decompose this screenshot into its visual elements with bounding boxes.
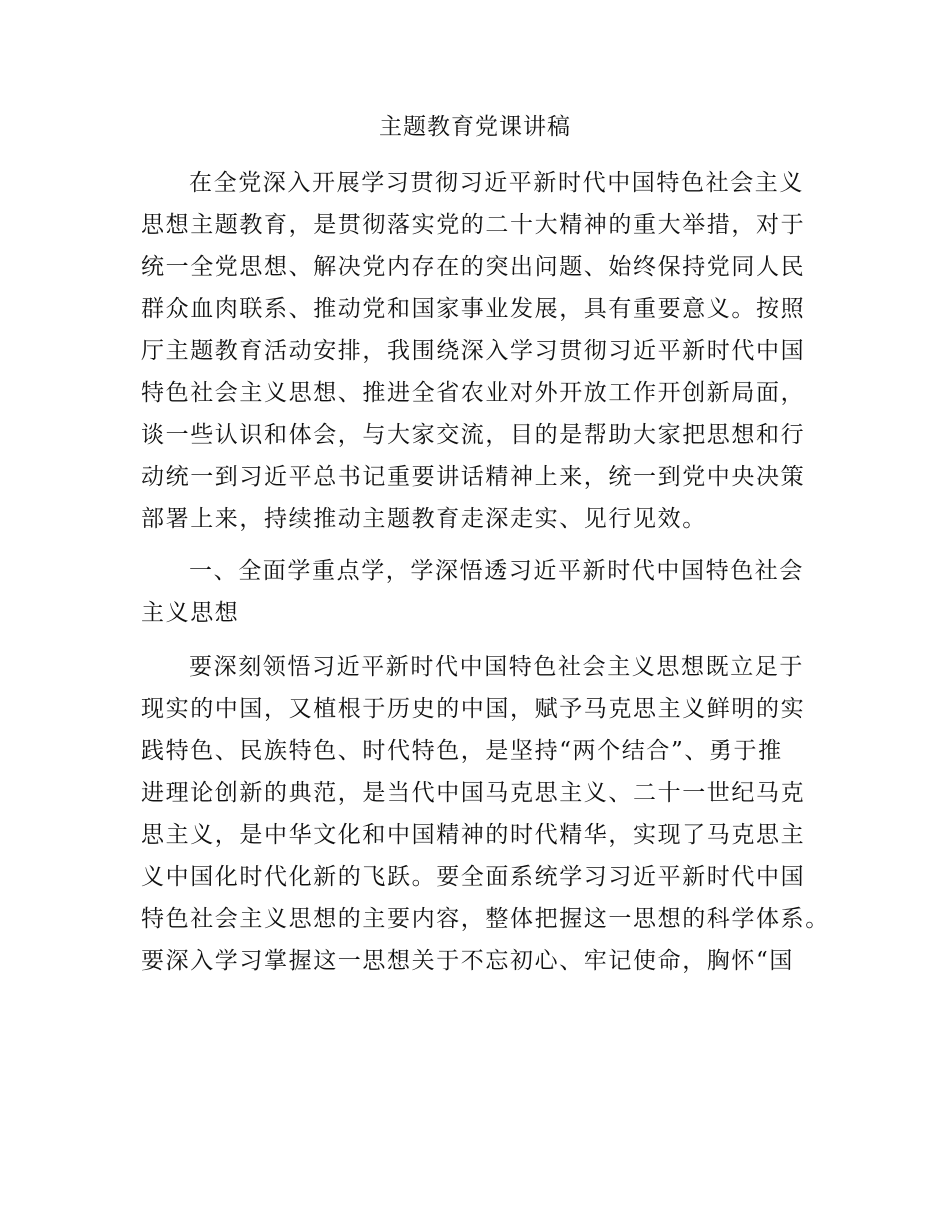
paragraph-line: 在全党深入开展学习贯彻习近平新时代中国特色社会主义 bbox=[189, 170, 804, 196]
document-title: 主题教育党课讲稿 bbox=[379, 114, 571, 140]
paragraph-line: 进理论创新的典范，是当代中国马克思主义、二十一世纪马克 bbox=[141, 780, 806, 806]
paragraph-line: 思想主题教育，是贯彻落实党的二十大精神的重大举措，对于 bbox=[141, 212, 806, 238]
section-heading-line: 主义思想 bbox=[141, 600, 240, 626]
section-heading-line: 一、全面学重点学，学深悟透习近平新时代中国特色社会 bbox=[189, 558, 804, 584]
paragraph-line: 要深刻领悟习近平新时代中国特色社会主义思想既立足于 bbox=[189, 654, 804, 680]
paragraph-line: 特色社会主义思想、推进全省农业对外开放工作开创新局面， bbox=[141, 380, 806, 406]
paragraph-line: 践特色、民族特色、时代特色，是坚持“两个结合”、勇于推 bbox=[141, 738, 783, 764]
paragraph-line: 现实的中国，又植根于历史的中国，赋予马克思主义鲜明的实 bbox=[141, 696, 806, 722]
paragraph-line: 动统一到习近平总书记重要讲话精神上来，统一到党中央决策 bbox=[141, 464, 806, 490]
paragraph-line: 特色社会主义思想的主要内容，整体把握这一思想的科学体系。 bbox=[141, 906, 830, 932]
paragraph-line: 厅主题教育活动安排，我围绕深入学习贯彻习近平新时代中国 bbox=[141, 338, 806, 364]
paragraph-line: 义中国化时代化新的飞跃。要全面系统学习习近平新时代中国 bbox=[141, 864, 806, 890]
paragraph-line: 思主义，是中华文化和中国精神的时代精华，实现了马克思主 bbox=[141, 822, 806, 848]
paragraph-line: 群众血肉联系、推动党和国家事业发展，具有重要意义。按照 bbox=[141, 296, 806, 322]
paragraph-line: 要深入学习掌握这一思想关于不忘初心、牢记使命，胸怀“国 bbox=[141, 948, 794, 974]
paragraph-line: 部署上来，持续推动主题教育走深走实、见行见效。 bbox=[141, 506, 707, 532]
paragraph-line: 谈一些认识和体会，与大家交流，目的是帮助大家把思想和行 bbox=[141, 422, 806, 448]
paragraph-line: 统一全党思想、解决党内存在的突出问题、始终保持党同人民 bbox=[141, 254, 806, 280]
